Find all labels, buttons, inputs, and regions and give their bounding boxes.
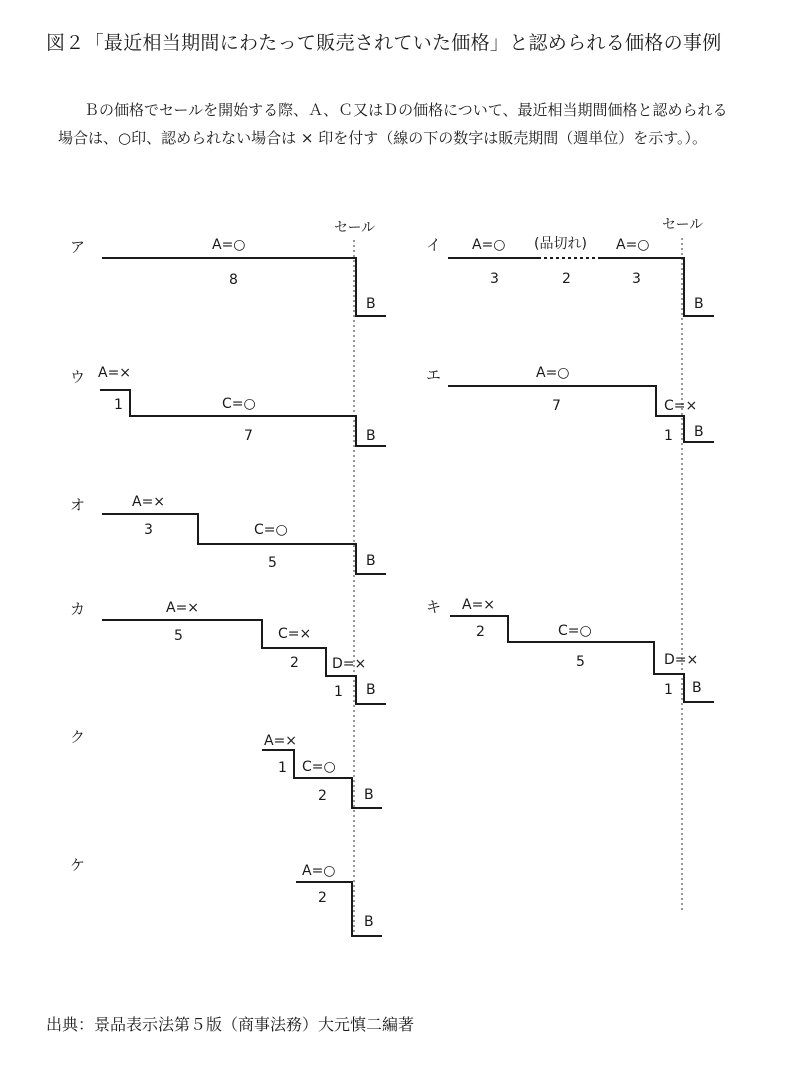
weeks-label: 7 — [552, 398, 561, 414]
case-e — [426, 365, 714, 444]
weeks-label: 1 — [664, 682, 673, 698]
sold-out-label: (品切れ) — [534, 236, 587, 252]
sale-price-label: B — [364, 914, 374, 930]
case-id: キ — [426, 598, 442, 616]
case-id: エ — [426, 366, 442, 384]
weeks-label: 1 — [114, 397, 123, 413]
price-label: C=× — [278, 626, 312, 642]
price-label: A=○ — [616, 237, 650, 253]
weeks-label: 1 — [278, 760, 287, 776]
price-label: C=○ — [302, 759, 336, 775]
case-id: ク — [70, 728, 86, 746]
price-label: A=× — [264, 733, 298, 749]
case-id: カ — [70, 600, 86, 618]
weeks-label: 2 — [476, 624, 485, 640]
case-u — [70, 365, 386, 446]
weeks-label: 3 — [632, 271, 641, 287]
weeks-label: 3 — [490, 271, 499, 287]
weeks-label: 1 — [334, 684, 343, 700]
price-step-line — [448, 386, 714, 442]
weeks-label: 5 — [576, 654, 585, 670]
weeks-label: 5 — [174, 628, 183, 644]
sale-price-label: B — [366, 553, 376, 569]
figure-title: 図２「最近相当期間にわたって販売されていた価格」と認められる価格の事例 — [46, 32, 722, 54]
price-step-line — [102, 258, 386, 316]
price-label: A=× — [462, 597, 496, 613]
case-ki — [426, 597, 714, 702]
case-ke — [70, 856, 382, 936]
weeks-label: 2 — [318, 890, 327, 906]
price-label: A=× — [98, 365, 132, 381]
sale-price-label: B — [366, 296, 376, 312]
sale-price-label: B — [364, 787, 374, 803]
case-id: オ — [70, 496, 86, 514]
price-label: A=○ — [536, 365, 570, 381]
weeks-label: 2 — [290, 655, 299, 671]
weeks-label: 5 — [268, 555, 277, 571]
case-ku — [70, 728, 382, 808]
price-label: C=○ — [558, 623, 592, 639]
sale-label-left: セール — [334, 220, 376, 236]
case-id: ケ — [70, 856, 86, 874]
weeks-label: 2 — [318, 788, 327, 804]
price-label: A=○ — [212, 237, 246, 253]
price-label: C=○ — [222, 396, 256, 412]
price-label: A=○ — [302, 863, 336, 879]
case-i — [426, 236, 714, 316]
price-label: A=× — [166, 600, 200, 616]
sale-price-label: B — [366, 428, 376, 444]
weeks-label: 7 — [244, 428, 253, 444]
case-id: イ — [426, 236, 442, 254]
price-label: A=○ — [472, 237, 506, 253]
case-o — [70, 494, 386, 574]
price-label: C=× — [664, 398, 698, 414]
price-label: D=× — [664, 652, 699, 668]
weeks-label: 3 — [144, 522, 153, 538]
sale-label-right: セール — [662, 217, 704, 233]
case-id: ア — [70, 238, 86, 256]
case-ka — [70, 600, 386, 704]
price-label: D=× — [332, 656, 367, 672]
weeks-label: 2 — [562, 271, 571, 287]
price-label: C=○ — [254, 522, 288, 538]
sale-price-label: B — [366, 682, 376, 698]
price-label: A=× — [132, 494, 166, 510]
source-citation: 出典：景品表示法第５版（商事法務）大元慎二編著 — [46, 1015, 415, 1034]
figure-description: Ｂの価格でセールを開始する際、Ａ、Ｃ又はＤの価格について、最近相当期間価格と認められる場合は、○印、認められない場合は × 印を付す（線の下の数字は販売期間（週単位）を示す。）。 — [58, 101, 728, 147]
weeks-label: 1 — [664, 428, 673, 444]
case-a — [70, 237, 386, 316]
case-id: ウ — [70, 368, 86, 386]
sale-price-label: B — [694, 296, 704, 312]
weeks-label: 8 — [229, 272, 238, 288]
sale-price-label: B — [694, 424, 704, 440]
sale-price-label: B — [692, 680, 702, 696]
